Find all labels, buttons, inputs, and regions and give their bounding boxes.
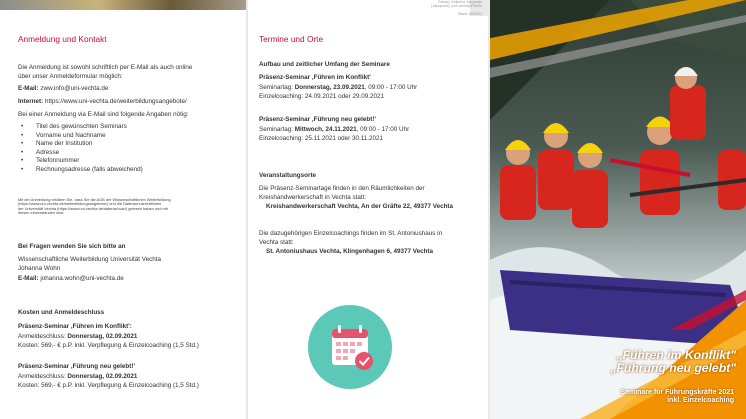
day-label: Seminartag: — [259, 83, 293, 91]
structure-heading: Aufbau und zeitlicher Umfang der Seminare — [259, 61, 390, 68]
contact-email-label: E-Mail: — [18, 275, 39, 282]
photo-credit — [431, 0, 482, 8]
list-item: • Telefonnummer — [21, 157, 143, 166]
venue-1: Kreishandwerkerschaft Vechta, An der Gräfte 22, 49377 Vechta — [266, 203, 454, 210]
contact-name: Johanna Wohn — [18, 264, 61, 272]
seminar1-day — [259, 84, 417, 92]
cover-subtitle — [620, 389, 734, 406]
intro-line-2: über unser Anmeldeformular möglich: — [18, 72, 123, 80]
seminar2-deadline — [18, 373, 137, 381]
agb-line-2: (https://www.uni-vechta.de/weiterbildungsangebote/) und die Datenschutzrichtlinien — [18, 201, 162, 207]
time-value: , 09:00 - 17:00 Uhr — [364, 83, 418, 91]
venue-2: St. Antoniushaus Vechta, Klingenhagen 6, 49377 Vechta — [266, 248, 434, 255]
top-photo-strip — [0, 0, 246, 10]
costs-heading: Kosten und Anmeldeschluss — [18, 309, 105, 316]
calendar-check-icon — [308, 305, 392, 389]
seminar2-cost: Kosten: 569,- € p.P. inkl. Verpflegung & Einzelcoaching (1,5 Std.) — [18, 382, 199, 389]
venue-heading: Veranstaltungsorte — [259, 172, 317, 179]
coaching-text-1: Die dazugehörigen Einzelcoachings finden im St. Antoniushaus in — [259, 230, 443, 237]
deadline-value: Donnerstag, 02.09.2021 — [67, 332, 138, 340]
venue-text-2: Kreishandwerkerschaft in Vechta statt: — [259, 193, 367, 201]
email-link[interactable]: zww.info@uni-vechta.de — [40, 85, 109, 92]
stand-date: Stand: 08/2021 — [457, 12, 482, 16]
seminar1-cost-title: Präsenz-Seminar ‚Führen im Konflikt': — [18, 323, 132, 330]
cover-headline — [610, 349, 736, 375]
credit-line: (Jakupovic), (uni-vechta)/Pixelio — [431, 4, 482, 9]
day-value: Donnerstag, 23.09.2021 — [294, 83, 365, 91]
contact-email-line — [18, 275, 124, 283]
panel-cover — [490, 0, 746, 419]
agb-line-3: der Universität Vechta (https://www.uni-vechta.de/datenschutz/) gelesen haben und mit — [18, 205, 168, 211]
required-info-list — [21, 123, 143, 174]
heading-dates: Termine und Orte — [259, 34, 324, 44]
email-note: Bei einer Anmeldung via E-Mail sind folgende Angaben nötig: — [18, 111, 189, 118]
internet-link[interactable]: https://www.uni-vechta.de/weiterbildungsangebote/ — [44, 98, 187, 105]
seminar2-cost-title: Präsenz-Seminar ‚Führung neu gelebt!' — [18, 363, 135, 370]
list-item: • Adresse — [21, 149, 143, 158]
contact-org: Wissenschaftliche Weiterbildung Universität Vechta — [18, 256, 162, 263]
list-item: • Titel des gewünschten Seminars — [21, 123, 143, 132]
panel-left — [0, 0, 246, 419]
headline-line-1: „Führen im Konflikt" — [616, 348, 736, 362]
heading-registration: Anmeldung und Kontakt — [18, 34, 107, 44]
seminar2-day — [259, 126, 409, 134]
questions-heading: Bei Fragen wenden Sie sich bitte an — [18, 243, 126, 250]
deadline-label: Anmeldeschluss: — [18, 332, 66, 340]
contact-email-link[interactable]: johanna.wohn@uni-vechta.de — [40, 275, 124, 282]
list-item: • Name der Institution — [21, 140, 143, 149]
subtitle-line-2: inkl. Einzelcoaching — [667, 397, 734, 405]
day-label: Seminartag: — [259, 125, 293, 133]
day-value: Mittwoch, 24.11.2021 — [294, 125, 357, 133]
seminar2-title: Präsenz-Seminar ‚Führung neu gelebt!' — [259, 116, 376, 123]
seminar1-title: Präsenz-Seminar ‚Führen im Konflikt' — [259, 74, 371, 81]
seminar1-cost: Kosten: 569,- € p.P. inkl. Verpflegung & Einzelcoaching (1,5 Std.) — [18, 342, 199, 349]
intro-line-1: Die Anmeldung ist sowohl schriftlich per E-Mail als auch online — [18, 64, 193, 71]
internet-line — [18, 98, 187, 106]
deadline-label: Anmeldeschluss: — [18, 372, 66, 380]
seminar1-coaching: Einzelcoaching: 24.09.2021 oder 29.09.2021 — [259, 93, 384, 100]
email-label: E-Mail: — [18, 85, 39, 92]
email-line — [18, 85, 108, 93]
subtitle-line-1: Seminare für Führungskräfte 2021 — [620, 389, 734, 396]
agb-line-1: Mit der Anmeldung erklären Sie, dass Sie die AGB der Wissenschaftlichen Weiterbildung — [18, 197, 171, 202]
venue-text-1: Die Präsenz-Seminartage finden in den Räumlichkeiten der — [259, 185, 425, 192]
seminar1-deadline — [18, 333, 137, 341]
internet-label: Internet: — [18, 98, 44, 105]
headline-line-2: „Führung neu gelebt" — [610, 361, 736, 375]
seminar2-coaching: Einzelcoaching: 25.11.2021 oder 30.11.2021 — [259, 135, 384, 142]
coaching-text-2: Vechta statt: — [259, 238, 294, 246]
time-value: , 09:00 - 17:00 Uhr — [356, 125, 410, 133]
list-item: • Rechnungsadresse (falls abweichend) — [21, 166, 143, 175]
deadline-value: Donnerstag, 02.09.2021 — [67, 372, 138, 380]
credit-line: Foto(s): Zeljenko Jakupovic — [438, 0, 482, 4]
agb-line-4: diesen einverstanden sind. — [18, 210, 65, 216]
list-item: • Vorname und Nachname — [21, 132, 143, 141]
